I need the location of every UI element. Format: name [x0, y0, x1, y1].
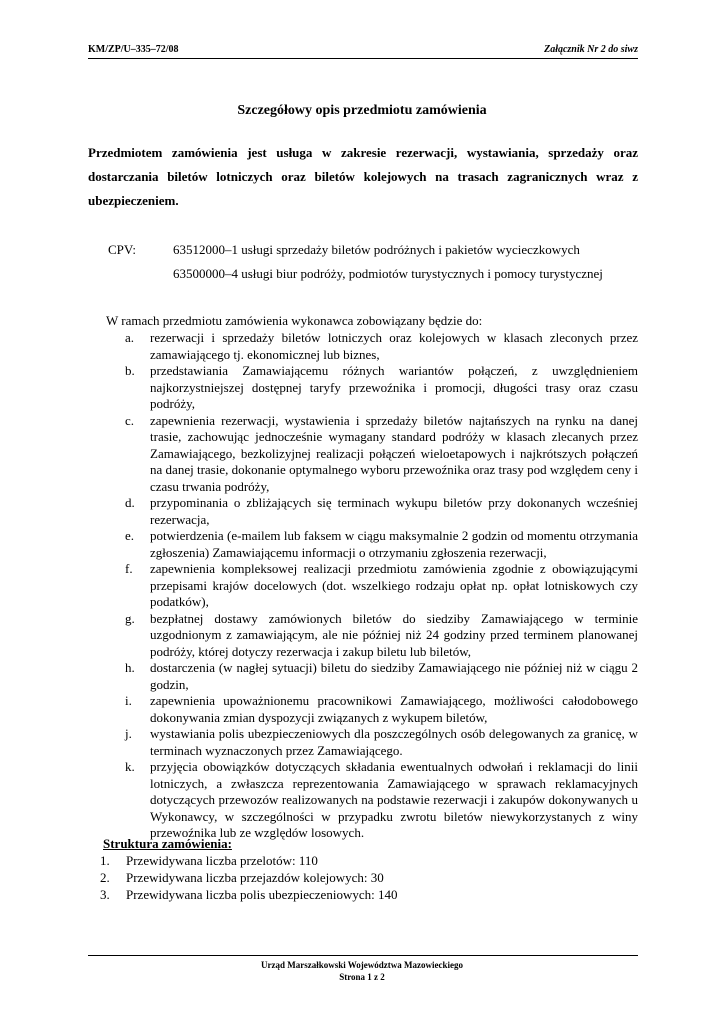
page-footer [0, 959, 724, 983]
page-header [88, 44, 638, 59]
attachment-label: Załącznik Nr 2 do siwz [544, 44, 638, 55]
item-text: dostarczenia (w nagłej sytuacji) biletu do siedziby Zamawiającego nie później niż w ciągu 2 godzin, [150, 660, 638, 692]
structure-item [100, 852, 397, 869]
structure-item [100, 886, 398, 903]
item-letter: c. [125, 412, 135, 428]
item-text: potwierdzenia (e-mailem lub faksem w ciągu maksymalnie 2 godzin od momentu otrzymania zgłoszenia) Zamawiającemu informacji o otrzymaniu zgłoszenia rezerwacji, [150, 528, 638, 560]
structure-item-number: 3. [100, 887, 110, 902]
item-text: rezerwacji i sprzedaży biletów lotniczych oraz kolejowych w klasach zleconych przez zamawiającego tj. ekonomicznej lub biznes, [150, 330, 638, 362]
structure-item-text: Przewidywana liczba polis ubezpieczeniowych: 140 [126, 887, 398, 902]
item-letter: b. [125, 363, 135, 378]
item-text: przedstawiania Zamawiającemu różnych wariantów połączeń, z uwzględnieniem najkorzystniejszej dostępnej taryfy przewoźnika i promocji, długości trasy oraz czasu podróży, [150, 363, 638, 411]
intro-paragraph: Przedmiotem zamówienia jest usługa w zakresie rezerwacji, wystawiania, sprzedaży oraz dostarczania biletów lotniczych oraz biletów kolejowych na trasach zagranicznych wraz z ubezpieczeniem. [88, 145, 638, 208]
list-item [125, 413, 638, 496]
cpv-code-line: 63500000–4 usługi biur podróży, podmiotów turystycznych i pomocy turystycznej [173, 266, 603, 281]
list-item [125, 693, 638, 726]
structure-item-text: Przewidywana liczba przejazdów kolejowych: 30 [126, 870, 384, 885]
structure-item-number: 2. [100, 870, 110, 885]
structure-heading: Struktura zamówienia: [103, 836, 232, 851]
item-text: przypominania o zbliżających się terminach wykupu biletów przy dokonanych wcześniej rezerwacja, [150, 495, 638, 527]
item-letter: i. [125, 693, 132, 708]
item-letter: h. [125, 660, 135, 675]
list-item [125, 363, 638, 413]
structure-item-number: 1. [100, 853, 110, 868]
item-text: zapewnienia upoważnionemu pracownikowi Zamawiającego, możliwości całodobowego dokonywania zmian dyspozycji związanych z wykupem biletów, [150, 693, 638, 725]
list-item [125, 561, 638, 611]
footer-divider [88, 955, 638, 956]
item-letter: d. [125, 495, 135, 510]
item-letter: j. [125, 726, 132, 741]
list-item [125, 726, 638, 759]
footer-institution: Urząd Marszałkowski Województwa Mazowieckiego [260, 960, 464, 970]
item-letter: a. [125, 330, 135, 345]
item-text: wystawiania polis ubezpieczeniowych dla poszczególnych osób delegowanych za granicę, w terminach wyznaczonych przez Zamawiającego. [150, 726, 638, 758]
item-letter: k. [125, 759, 135, 774]
page-number: Strona 1 z 2 [339, 972, 385, 982]
structure-item-text: Przewidywana liczba przelotów: 110 [126, 853, 318, 868]
list-item [125, 495, 638, 528]
list-item [125, 759, 638, 842]
obligations-lead: W ramach przedmiotu zamówienia wykonawca zobowiązany będzie do: [106, 313, 483, 328]
document-reference: KM/ZP/U–335–72/08 [88, 44, 179, 55]
cpv-label: CPV: [108, 242, 136, 257]
cpv-code-line: 63512000–1 usługi sprzedaży biletów podróżnych i pakietów wycieczkowych [173, 242, 580, 257]
item-text: bezpłatnej dostawy zamówionych biletów do siedziby Zamawiającego w terminie uzgodnionym z zamawiającym, ale nie później niż 24 godziny przed terminem planowanej podróży, której dotyczy rezerwacja i zakup biletu lub biletów, [150, 610, 638, 659]
obligations-list [125, 330, 638, 842]
item-letter: e. [125, 528, 135, 543]
item-text: zapewnienia rezerwacji, wystawienia i sprzedaży biletów najtańszych na rynku na danej trasie, zachowując jednocześnie wymagany standard podróży w klasach zlecanych przez Zamawiającego, bezkolizyjnej realizacji połączeń wieloetapowych i najkrótszych połączeń na danej trasie, dokonanie optymalnego wyboru przewoźnika oraz trasy pod względem ceny i czasu trwania podróży, [150, 412, 638, 494]
list-item [125, 611, 638, 661]
list-item [125, 660, 638, 693]
item-text: zapewnienia kompleksowej realizacji przedmiotu zamówienia zgodnie z obowiązującymi przepisami krajów docelowych (dot. wszelkiego rodzaju opłat np. opłat lotniskowych czy podatków), [150, 561, 638, 609]
item-letter: f. [125, 561, 133, 576]
item-letter: g. [125, 610, 135, 626]
structure-item [100, 869, 397, 886]
order-structure [100, 835, 398, 903]
list-item [125, 330, 638, 363]
document-title: Szczegółowy opis przedmiotu zamówienia [237, 103, 487, 118]
item-text: przyjęcia obowiązków dotyczących składania ewentualnych odwołań i reklamacji do linii lotniczych, a zwłaszcza reprezentowania Zamawiającego w sprawach reklamacyjnych dotyczących przewozów realizowanych na podstawie rezerwacji i zakupów dokonywanych u Wykonawcy, w szczególności w przypadku zwrotu biletów niewykorzystanych z winy przewoźnika lub ze względów losowych. [150, 759, 638, 840]
list-item [125, 528, 638, 561]
